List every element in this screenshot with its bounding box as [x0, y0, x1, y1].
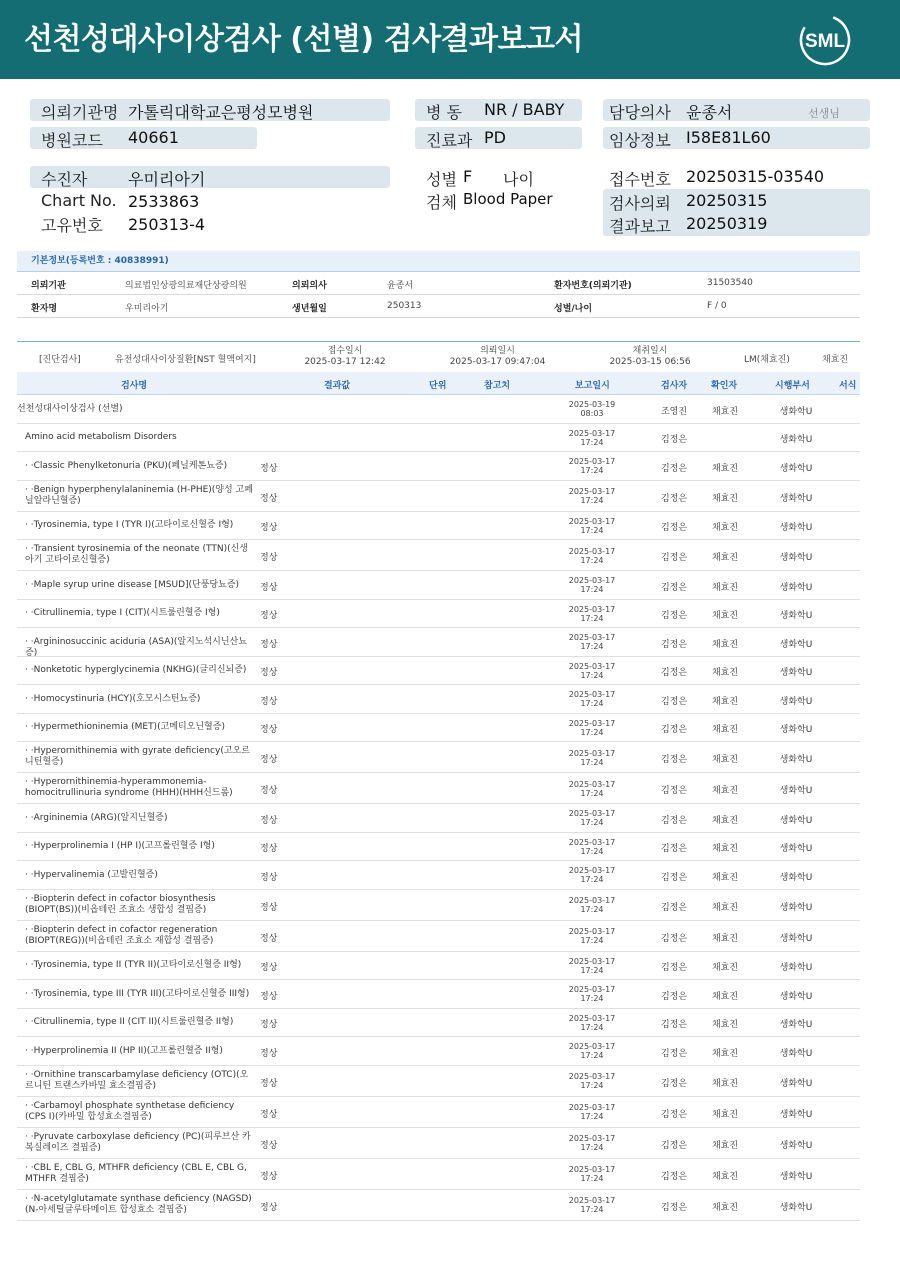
report-datetime: 2025-03-17 17:24 [568, 779, 616, 798]
chart-label: Chart No. [41, 191, 117, 210]
tech-name: 김정은 [660, 463, 688, 474]
code-label: 병원코드 [41, 131, 103, 150]
confirmer-name: 채효진 [711, 755, 739, 765]
dept-name: 생화학U [779, 611, 813, 622]
order-lm: LM(채효진) [744, 355, 790, 365]
dept-name: 생화학U [779, 991, 813, 1002]
test-name: · ·Ornithine transcarbamylase deficiency (OTC)(오르니틴 트랜스카바밀 효소결핍증) [25, 1069, 249, 1091]
test-result: 정상 [260, 844, 278, 855]
dept-name: 생화학U [779, 696, 813, 707]
test-result: 정상 [260, 668, 278, 679]
confirmer-name: 채효진 [711, 696, 739, 707]
dept-name: 생화학U [779, 1202, 813, 1213]
chart-value: 2533863 [128, 192, 200, 211]
table-row [17, 1037, 860, 1066]
hospital-value: 가톨릭대학교은평성모병원 [128, 103, 314, 122]
table-row [17, 512, 860, 541]
confirmer-name: 채효진 [711, 523, 739, 534]
tech-name: 김정은 [660, 872, 688, 883]
test-name: · ·Hypermethioninemia (MET)(고메티오닌혈증) [25, 722, 225, 733]
report-datetime: 2025-03-17 17:24 [568, 633, 616, 652]
order-collect-label: 채취일시 [632, 346, 668, 356]
report-datetime: 2025-03-17 17:24 [568, 927, 616, 945]
confirmer-name: 채효진 [711, 725, 739, 736]
dept-name: 생화학U [779, 435, 813, 446]
table-row [17, 628, 860, 657]
dept-name: 생화학U [779, 1048, 813, 1059]
unique-label: 고유번호 [41, 216, 103, 235]
report-datetime: 2025-03-17 17:24 [568, 896, 616, 914]
report-datetime: 2025-03-17 17:24 [568, 546, 616, 565]
test-name: · ·Biopterin defect in cofactor biosynthesis (BIOPT(BS))(비옵테린 조효소 생합성 결핍증) [25, 893, 216, 915]
test-name: · ·Pyruvate carboxylase deficiency (PC)(피루브산 카복실레이즈 결핍증) [25, 1131, 251, 1153]
test-name: · ·Transient tyrosinemia of the neonate (TTN)(신생아기 고타이로신혈증) [25, 544, 248, 565]
confirmer-name: 채효진 [711, 582, 739, 593]
dept-name: 생화학U [779, 1109, 813, 1120]
order-type: [진단검사] [39, 355, 81, 365]
ref-doctor-label: 의뢰의사 [292, 281, 327, 291]
dept-name: 생화학U [779, 872, 813, 883]
patient-name-value: 우미리아기 [125, 304, 169, 314]
report-datetime: 2025-03-17 17:24 [568, 956, 616, 975]
recipient-value: 우미리아기 [128, 170, 206, 189]
order-request-value: 2025-03-17 09:47:04 [449, 357, 546, 367]
test-name: · ·Classic Phenylketonuria (PKU)(페닐케톤뇨증) [25, 460, 228, 471]
report-datetime: 2025-03-17 17:24 [568, 1013, 616, 1032]
confirmer-name: 채효진 [711, 1020, 739, 1031]
confirmer-name: 채효진 [711, 1078, 739, 1089]
confirmer-name: 채효진 [711, 668, 739, 679]
dept-name: 생화학U [779, 786, 813, 796]
test-name: · ·Tyrosinemia, type III (TYR III)(고타이로신혈증 III형) [25, 988, 250, 999]
dept-name: 생화학U [779, 1078, 813, 1089]
dept-label: 진료과 [426, 131, 473, 150]
dept-name: 생화학U [779, 1171, 813, 1182]
clinical-label: 임상정보 [609, 131, 671, 150]
test-name: · ·Hyperornithinemia with gyrate deficiency(고오르니틴혈증) [25, 746, 250, 767]
test-result: 정상 [260, 523, 278, 534]
test-result: 정상 [260, 582, 278, 593]
dept-name: 생화학U [779, 725, 813, 736]
test-name: · ·Hypervalinemia (고발린혈증) [25, 869, 158, 880]
tech-name: 김정은 [660, 1078, 688, 1089]
dept-name: 생화학U [779, 1140, 813, 1151]
table-row [17, 1097, 860, 1128]
test-name: · ·Citrullinemia, type I (CIT)(시트룰린혈증 I형) [25, 608, 220, 619]
test-result: 정상 [260, 755, 278, 765]
test-result: 정상 [260, 991, 278, 1002]
test-result: 정상 [260, 1202, 278, 1213]
confirmer-name: 채효진 [711, 1109, 739, 1120]
table-row [17, 714, 860, 743]
tech-name: 조영진 [660, 406, 688, 417]
birth-value: 250313 [387, 301, 422, 311]
table-row [17, 980, 860, 1009]
test-name: Amino acid metabolism Disorders [25, 432, 177, 443]
patient-no-value: 31503540 [707, 278, 753, 288]
report-datetime: 2025-03-17 17:24 [568, 604, 616, 623]
report-datetime: 2025-03-17 17:24 [568, 809, 616, 828]
table-row [17, 1009, 860, 1038]
table-row [17, 481, 860, 512]
dept-name: 생화학U [779, 815, 813, 826]
clinical-value: I58E81L60 [686, 128, 771, 147]
tech-name: 김정은 [660, 639, 688, 650]
tech-name: 김정은 [660, 1048, 688, 1059]
order-request-label: 의뢰일시 [480, 346, 515, 356]
th-result: 결과값 [324, 381, 351, 391]
report-datetime: 2025-03-17 17:24 [568, 1134, 616, 1152]
th-tech: 검사자 [661, 381, 688, 391]
tech-name: 김정은 [660, 725, 688, 736]
order-receipt-value: 2025-03-17 12:42 [304, 357, 386, 367]
tech-name: 김정은 [660, 815, 688, 826]
test-result: 정상 [260, 725, 278, 736]
report-label: 결과보고 [609, 217, 671, 236]
report-datetime: 2025-03-17 17:24 [568, 576, 616, 595]
results-table-body [17, 395, 860, 1221]
confirmer-name: 채효진 [711, 1171, 739, 1182]
report-datetime: 2025-03-17 17:24 [568, 516, 616, 535]
tech-name: 김정은 [660, 582, 688, 593]
test-result: 정상 [260, 553, 278, 563]
confirmer-name: 채효진 [711, 1140, 739, 1151]
dept-name: 생화학U [779, 553, 813, 563]
test-result: 정상 [260, 872, 278, 883]
test-name: · ·CBL E, CBL G, MTHFR deficiency (CBL E, CBL G, MTHFR 결핍증) [25, 1162, 247, 1184]
dept-name: 생화학U [779, 639, 813, 650]
table-row [17, 1128, 860, 1159]
table-row [17, 804, 860, 833]
test-result: 정상 [260, 493, 278, 504]
table-row [17, 921, 860, 952]
age-label: 나이 [503, 170, 534, 189]
sex-value: F [463, 167, 473, 186]
table-row [17, 571, 860, 600]
recipient-label: 수진자 [41, 170, 88, 189]
test-result: 정상 [260, 1020, 278, 1031]
dept-name: 생화학U [779, 902, 813, 913]
receipt-label: 접수번호 [609, 170, 671, 189]
test-name: · ·Biopterin defect in cofactor regeneration (BIOPT(REG))(비옵테린 조효소 재합성 결핍증) [25, 924, 218, 946]
report-datetime: 2025-03-17 17:24 [568, 718, 616, 737]
dept-name: 생화학U [779, 1020, 813, 1031]
confirmer-name: 채효진 [711, 1048, 739, 1059]
test-name: · ·Argininosuccinic aciduria (ASA)(알지노석시닌산뇨증) [25, 636, 247, 658]
report-datetime: 2025-03-17 17:24 [568, 1042, 616, 1061]
test-result: 정상 [260, 786, 278, 796]
test-result: 정상 [260, 1140, 278, 1151]
tech-name: 김정은 [660, 991, 688, 1002]
test-result: 정상 [260, 1048, 278, 1059]
table-row [17, 540, 860, 571]
dept-name: 생화학U [779, 523, 813, 534]
confirmer-name: 채효진 [711, 493, 739, 504]
request-label: 검사의뢰 [609, 194, 671, 213]
confirmer-name: 채효진 [711, 406, 739, 417]
report-datetime: 2025-03-17 17:24 [568, 1072, 616, 1090]
test-name: · ·N-acetylglutamate synthase deficiency (NAGSD)(N-아세틸글루타메이트 합성효소 결핍증) [25, 1193, 252, 1215]
dept-name: 생화학U [779, 668, 813, 679]
sex-age-value: F / 0 [707, 301, 727, 311]
th-dept: 시행부서 [775, 381, 810, 391]
table-row [17, 952, 860, 981]
tech-name: 김정은 [660, 786, 688, 796]
dept-value: PD [484, 128, 506, 147]
birth-label: 생년월일 [292, 304, 327, 314]
dept-name: 생화학U [779, 582, 813, 593]
table-row [17, 600, 860, 629]
tech-name: 김정은 [660, 493, 688, 504]
sex-label: 성별 [426, 170, 457, 189]
basic-info-row-1 [17, 272, 860, 295]
test-result: 정상 [260, 1109, 278, 1120]
report-datetime: 2025-03-17 17:24 [568, 428, 616, 447]
test-result: 정상 [260, 815, 278, 826]
institution-value: 의료법인상광의료재단상광의원 [125, 281, 247, 291]
specimen-label: 검체 [426, 193, 457, 212]
test-name: · ·Nonketotic hyperglycinemia (NKHG)(글리신뇌증) [25, 665, 247, 676]
table-row [17, 657, 860, 686]
table-row [17, 773, 860, 804]
report-datetime: 2025-03-17 17:24 [568, 487, 616, 505]
th-name: 검사명 [121, 381, 148, 391]
test-result: 정상 [260, 696, 278, 707]
report-datetime: 2025-03-17 17:24 [568, 1196, 616, 1214]
report-datetime: 2025-03-17 17:24 [568, 866, 616, 885]
test-name: · ·Citrullinemia, type II (CIT II)(시트룰린혈증 II형) [25, 1017, 234, 1028]
confirmer-name: 채효진 [711, 872, 739, 883]
tech-name: 김정은 [660, 755, 688, 765]
dept-name: 생화학U [779, 844, 813, 855]
test-result: 정상 [260, 639, 278, 650]
test-result: 정상 [260, 1171, 278, 1182]
confirmer-name: 채효진 [711, 611, 739, 622]
doctor-value: 윤종서 [686, 103, 733, 122]
dept-name: 생화학U [779, 933, 813, 944]
report-header [0, 0, 900, 79]
test-name: · ·Tyrosinemia, type I (TYR I)(고타이로신혈증 I형) [25, 520, 234, 531]
order-staff: 채효진 [822, 355, 849, 365]
specimen-value: Blood Paper [463, 190, 553, 208]
tech-name: 김정은 [660, 1171, 688, 1182]
order-collect-value: 2025-03-15 06:56 [609, 357, 691, 367]
dept-name: 생화학U [779, 406, 813, 417]
report-title: 선천성대사이상검사 (선별) 검사결과보고서 [24, 22, 583, 57]
tech-name: 김정은 [660, 933, 688, 944]
table-row [17, 395, 860, 424]
hospital-label: 의뢰기관명 [41, 103, 119, 122]
ward-value: NR / BABY [484, 100, 565, 119]
test-result: 정상 [260, 902, 278, 913]
tech-name: 김정은 [660, 611, 688, 622]
confirmer-name: 채효진 [711, 933, 739, 944]
code-value: 40661 [128, 128, 179, 147]
confirmer-name: 채효진 [711, 1202, 739, 1213]
confirmer-name: 채효진 [711, 991, 739, 1002]
results-table-header [17, 372, 860, 395]
test-name: · ·Benign hyperphenylalaninemia (H-PHE)(양성 고페닐알라닌혈증) [25, 484, 253, 506]
test-name: · ·Argininemia (ARG)(알지닌혈증) [25, 812, 168, 823]
tech-name: 김정은 [660, 1020, 688, 1031]
order-test: 유전성대사이상질환[NST 혈액여지] [115, 355, 256, 365]
request-value: 20250315 [686, 191, 768, 210]
tech-name: 김정은 [660, 553, 688, 563]
confirmer-name: 채효진 [711, 786, 739, 796]
confirmer-name: 채효진 [711, 844, 739, 855]
patient-no-label: 환자번호(의뢰기관) [554, 281, 632, 291]
report-datetime: 2025-03-17 17:24 [568, 985, 616, 1004]
sml-logo-icon [796, 12, 854, 68]
unique-value: 250313-4 [128, 215, 206, 234]
report-datetime: 2025-03-17 17:24 [568, 457, 616, 476]
test-name: 선천성대사이상검사 (선별) [17, 403, 123, 414]
report-datetime: 2025-03-19 08:03 [568, 400, 616, 419]
confirmer-name: 채효진 [711, 815, 739, 826]
table-row [17, 685, 860, 714]
confirmer-name: 채효진 [711, 463, 739, 474]
tech-name: 김정은 [660, 1109, 688, 1120]
dept-name: 생화학U [779, 963, 813, 974]
test-result: 정상 [260, 963, 278, 974]
basic-info-row-2 [17, 295, 860, 318]
th-confirm: 확인자 [711, 381, 738, 391]
tech-name: 김정은 [660, 435, 688, 446]
tech-name: 김정은 [660, 902, 688, 913]
report-datetime: 2025-03-17 17:24 [568, 1165, 616, 1183]
tech-name: 김정은 [660, 668, 688, 679]
tech-name: 김정은 [660, 696, 688, 707]
table-row [17, 1190, 860, 1221]
report-value: 20250319 [686, 214, 768, 233]
test-name: · ·Carbamoyl phosphate synthetase deficiency (CPS I)(카바밀 합성효소결핍증) [25, 1100, 235, 1122]
ward-label: 병 동 [426, 103, 462, 122]
basic-info-section [17, 251, 860, 318]
order-row [17, 341, 860, 371]
sex-age-label: 성별/나이 [554, 304, 593, 314]
table-row [17, 1159, 860, 1190]
th-report-time: 보고일시 [575, 381, 610, 391]
th-unit: 단위 [429, 381, 447, 391]
confirmer-name: 채효진 [711, 902, 739, 913]
table-row [17, 1066, 860, 1097]
test-name: · ·Hyperprolinemia II (HP II)(고프롤린혈증 II형) [25, 1045, 223, 1056]
receipt-value: 20250315-03540 [686, 167, 825, 186]
test-name: · ·Tyrosinemia, type II (TYR II)(고타이로신혈증 II형) [25, 960, 242, 971]
table-row [17, 452, 860, 481]
test-name: · ·Hyperornithinemia-hyperammonemia-homocitrullinuria syndrome (HHH)(HHH신드롬) [25, 777, 233, 798]
test-result: 정상 [260, 611, 278, 622]
order-receipt-label: 접수일시 [327, 346, 363, 356]
test-result: 정상 [260, 1078, 278, 1089]
report-datetime: 2025-03-17 17:24 [568, 690, 616, 709]
tech-name: 김정은 [660, 1202, 688, 1213]
test-result: 정상 [260, 463, 278, 474]
confirmer-name: 채효진 [711, 553, 739, 563]
dept-name: 생화학U [779, 493, 813, 504]
test-name: · ·Maple syrup urine disease [MSUD](단풍당뇨증) [25, 579, 240, 590]
confirmer-name: 채효진 [711, 963, 739, 974]
th-form: 서식 [839, 381, 857, 391]
basic-info-title: 기본정보(등록번호 : 40838991) [17, 251, 860, 272]
table-row [17, 890, 860, 921]
doctor-suffix: 선생님 [808, 107, 840, 120]
tech-name: 김정은 [660, 523, 688, 534]
test-name: · ·Hyperprolinemia I (HP I)(고프롤린혈증 I형) [25, 841, 215, 852]
patient-name-label: 환자명 [31, 304, 58, 314]
th-ref: 참고치 [484, 381, 511, 391]
test-result: 정상 [260, 933, 278, 944]
tech-name: 김정은 [660, 963, 688, 974]
table-row [17, 833, 860, 862]
dept-name: 생화학U [779, 755, 813, 765]
dept-name: 생화학U [779, 463, 813, 474]
table-row [17, 742, 860, 773]
table-row [17, 424, 860, 453]
tech-name: 김정은 [660, 844, 688, 855]
institution-label: 의뢰기관 [31, 281, 66, 291]
report-datetime: 2025-03-17 17:24 [568, 661, 616, 680]
report-datetime: 2025-03-17 17:24 [568, 837, 616, 856]
ref-doctor-value: 윤종서 [387, 281, 414, 291]
report-datetime: 2025-03-17 17:24 [568, 748, 616, 767]
doctor-label: 담당의사 [609, 103, 671, 122]
tech-name: 김정은 [660, 1140, 688, 1151]
report-datetime: 2025-03-17 17:24 [568, 1103, 616, 1121]
table-row [17, 861, 860, 890]
test-name: · ·Homocystinuria (HCY)(호모시스틴뇨증) [25, 693, 201, 704]
confirmer-name: 채효진 [711, 639, 739, 650]
logo-text: SML [804, 31, 846, 52]
